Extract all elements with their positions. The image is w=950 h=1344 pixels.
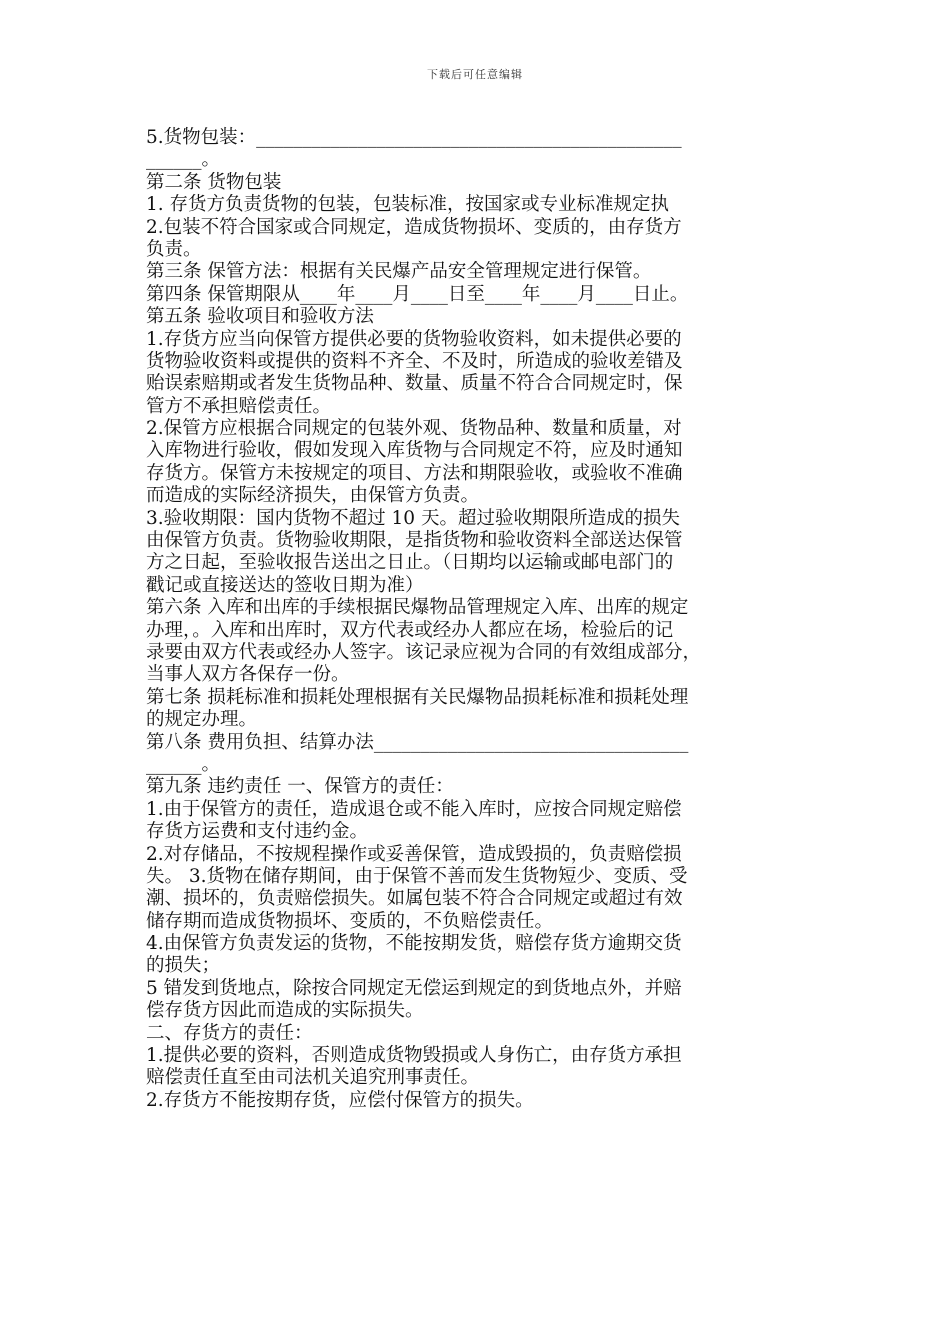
text-line: 方之日起，至验收报告送出之日止。（日期均以运输或邮电部门的: [146, 552, 674, 574]
text-line: 的损失；: [146, 955, 221, 977]
text-line: 潮、损坏的，负责赔偿损失。如属包装不符合合同规定或超过有效: [146, 888, 683, 910]
text-line: 1.存货方应当向保管方提供必要的货物验收资料，如未提供必要的: [146, 328, 682, 350]
text-line: 4.由保管方负责发运的货物，不能按期发货，赔偿存货方逾期交货: [146, 933, 682, 955]
text-line: 办理，。入库和出库时，双方代表或经办人都应在场，检验后的记: [146, 619, 674, 641]
text-line: 5 错发到货地点，除按合同规定无偿运到规定的到货地点外，并赔: [146, 977, 682, 999]
text-line: 入库物进行验收，假如发现入库货物与合同规定不符，应及时通知: [146, 440, 683, 462]
text-line: 由保管方负责。货物验收期限，是指货物和验收资料全部送达保管: [146, 530, 683, 552]
contract-body: [146, 127, 808, 1112]
text-line: 2.对存储品，不按规程操作或妥善保管，造成毁损的，负责赔偿损: [146, 843, 682, 865]
text-line: 第七条 损耗标准和损耗处理根据有关民爆物品损耗标准和损耗处理: [146, 686, 689, 708]
page-header: 下载后可任意编辑: [427, 68, 523, 81]
text-line: 录要由双方代表或经办人签字。该记录应视为合同的有效组成部分，: [146, 641, 702, 663]
text-line: 1.提供必要的资料，否则造成货物毁损或人身伤亡，由存货方承担: [146, 1045, 682, 1067]
text-line: 第八条 费用负担、结算办法__________________________________: [146, 731, 689, 753]
text-line: 负责。: [146, 238, 202, 260]
text-line: 的规定办理。: [146, 709, 258, 731]
text-line: 储存期而造成货物损坏、变质的，不负赔偿责任。: [146, 910, 554, 932]
text-line: 2.包装不符合国家或合同规定，造成货物损坏、变质的，由存货方: [146, 216, 682, 238]
text-line: 2.存货方不能按期存货，应偿付保管方的损失。: [146, 1089, 534, 1111]
text-line: 1.由于保管方的责任，造成退仓或不能入库时，应按合同规定赔偿: [146, 798, 682, 820]
text-line: 第五条 验收项目和验收方法: [146, 306, 374, 328]
text-line: 二、存货方的责任：: [146, 1022, 313, 1044]
text-line: 存货方。保管方未按规定的项目、方法和期限验收，或验收不准确: [146, 462, 683, 484]
text-line: 第二条 货物包装: [146, 171, 282, 193]
text-line: 戳记或直接送达的签收日期为准）: [146, 574, 424, 596]
text-line: 而造成的实际经济损失，由保管方负责。: [146, 485, 480, 507]
text-line: ______。: [146, 149, 221, 171]
text-line: 货物验收资料或提供的资料不齐全、不及时，所造成的验收差错及: [146, 350, 683, 372]
text-line: 2.保管方应根据合同规定的包装外观、货物品种、数量和质量，对: [146, 418, 682, 440]
text-line: 管方不承担赔偿责任。: [146, 395, 332, 417]
text-line: 第九条 违约责任 一、保管方的责任：: [146, 776, 454, 798]
text-line: 当事人双方各保存一份。: [146, 664, 350, 686]
text-line: ______。: [146, 753, 221, 775]
text-line: 存货方运费和支付违约金。: [146, 821, 369, 843]
text-line: 贻误索赔期或者发生货物品种、数量、质量不符合合同规定时，保: [146, 373, 683, 395]
text-line: 第四条 保管期限从____年____月____日至____年____月____日止。: [146, 283, 689, 305]
text-line: 5.货物包装：______________________________________________: [146, 127, 682, 148]
text-line: 赔偿责任直至由司法机关追究刑事责任。: [146, 1067, 480, 1089]
text-line: 1. 存货方负责货物的包装，包装标准，按国家或专业标准规定执: [146, 194, 670, 216]
text-line: 第三条 保管方法：根据有关民爆产品安全管理规定进行保管。: [146, 261, 652, 283]
text-line: 偿存货方因此而造成的实际损失。: [146, 1000, 424, 1022]
text-line: 第六条 入库和出库的手续根据民爆物品管理规定入库、出库的规定: [146, 597, 689, 619]
text-line: 3.验收期限：国内货物不超过 10 天。超过验收期限所造成的损失: [146, 507, 680, 529]
text-line: 失。 3.货物在储存期间，由于保管不善而发生货物短少、变质、受: [146, 865, 688, 887]
